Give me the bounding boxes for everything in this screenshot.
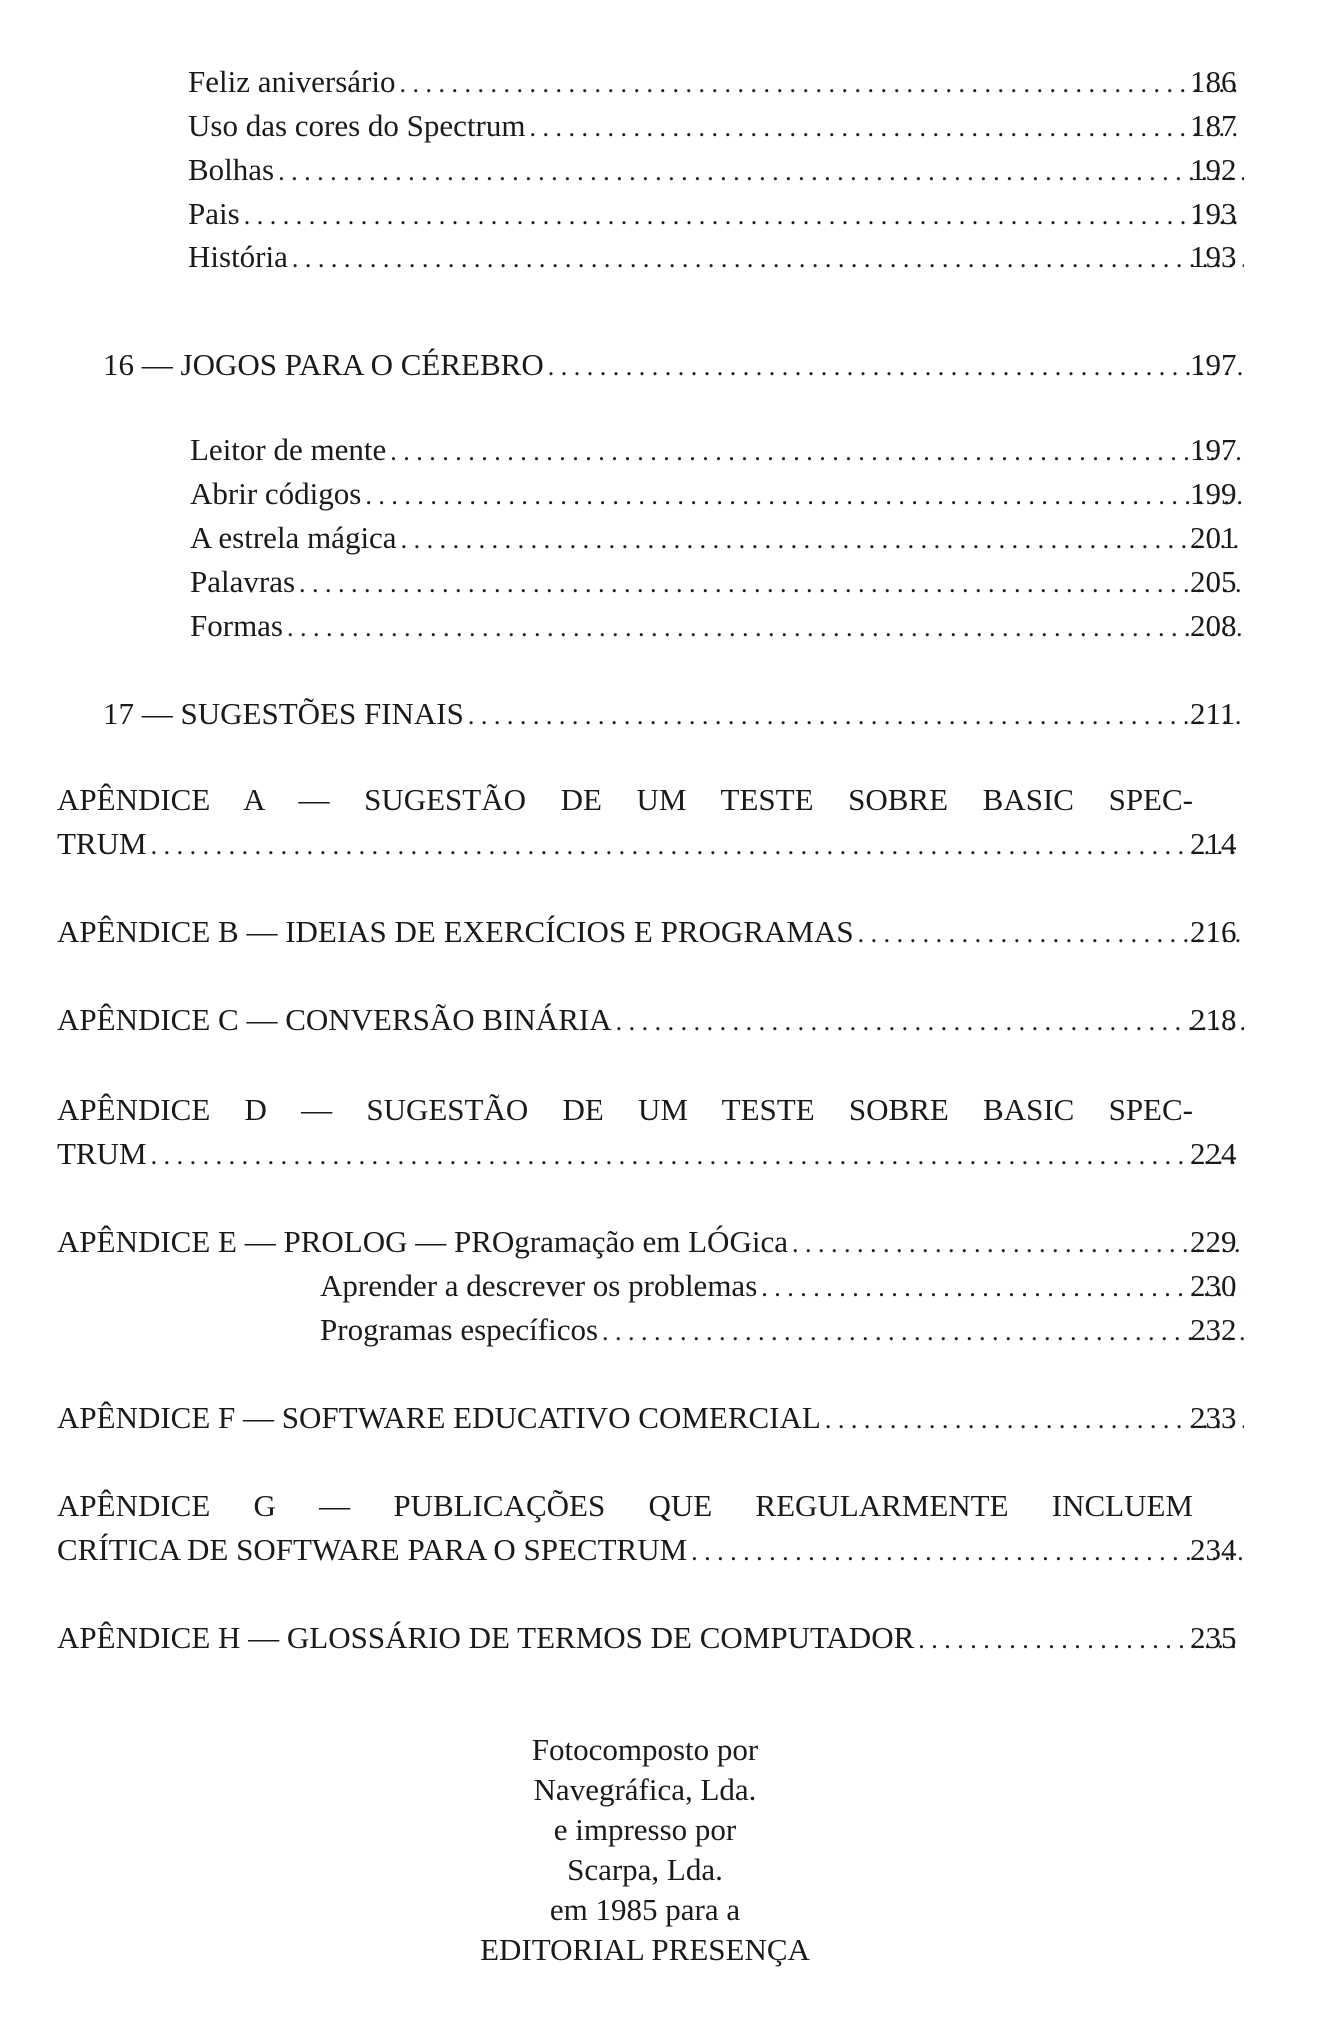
dot-leader xyxy=(825,1400,1244,1440)
toc-entry-page: 192 xyxy=(1190,152,1237,187)
dot-leader xyxy=(151,1136,1244,1176)
toc-appendix xyxy=(57,1618,1250,1660)
toc-chapter xyxy=(103,694,1250,736)
toc-entry-page: 230 xyxy=(1190,1268,1237,1303)
toc-entry xyxy=(320,1266,1250,1308)
toc-appendix-page: 235 xyxy=(1190,1620,1237,1655)
toc-chapter-title: 17 — SUGESTÕES FINAIS xyxy=(103,696,464,731)
toc-appendix-page: 224 xyxy=(1190,1136,1237,1171)
dot-leader xyxy=(399,64,1244,104)
dot-leader xyxy=(548,347,1244,387)
toc-appendix-title: APÊNDICE F — SOFTWARE EDUCATIVO COMERCIAL xyxy=(57,1400,821,1435)
toc-entry-page: 193 xyxy=(1190,196,1237,231)
toc-appendix xyxy=(57,1398,1250,1440)
toc-chapter xyxy=(103,345,1250,387)
dot-leader xyxy=(602,1312,1244,1352)
toc-entry-title: Abrir códigos xyxy=(190,476,362,511)
appendix-a-line1: APÊNDICE A — SUGESTÃO DE UM TESTE SOBRE BASIC SPEC- xyxy=(57,782,1193,817)
toc-appendix-title: CRÍTICA DE SOFTWARE PARA O SPECTRUM xyxy=(57,1532,688,1567)
toc-entry xyxy=(190,474,1250,516)
toc-appendix xyxy=(57,1134,1250,1176)
toc-appendix-title: APÊNDICE H — GLOSSÁRIO DE TERMOS DE COMPUTADOR xyxy=(57,1620,915,1655)
toc-appendix-title: APÊNDICE C — CONVERSÃO BINÁRIA xyxy=(57,1002,612,1037)
dot-leader xyxy=(858,914,1244,954)
dot-leader xyxy=(292,239,1244,279)
toc-entry-page: 232 xyxy=(1190,1312,1237,1347)
dot-leader xyxy=(691,1532,1244,1572)
toc-entry-page: 201 xyxy=(1190,520,1237,555)
toc-entry-page: 197 xyxy=(1190,432,1237,467)
toc-entry xyxy=(188,194,1250,236)
toc-entry xyxy=(190,562,1250,604)
colophon-line: em 1985 para a xyxy=(549,1892,741,1927)
toc-appendix xyxy=(57,824,1250,866)
appendix-g-line1: APÊNDICE G — PUBLICAÇÕES QUE REGULARMENTE INCLUEM xyxy=(57,1488,1193,1523)
toc-entry-title: Programas específicos xyxy=(320,1312,599,1347)
dot-leader xyxy=(468,696,1244,736)
toc-appendix xyxy=(57,912,1250,954)
toc-appendix-page: 218 xyxy=(1190,1002,1237,1037)
dot-leader xyxy=(792,1224,1244,1264)
toc-appendix-page: 229 xyxy=(1190,1224,1237,1259)
toc-entry-page: 208 xyxy=(1190,608,1237,643)
toc-entry-title: Pais xyxy=(188,196,240,231)
toc-entry-page: 186 xyxy=(1190,64,1237,99)
toc-entry-title: História xyxy=(188,239,288,274)
toc-entry-title: Leitor de mente xyxy=(190,432,387,467)
toc-chapter-page: 211 xyxy=(1190,696,1236,731)
toc-appendix-title: APÊNDICE E — PROLOG — PROgramação em LÓGica xyxy=(57,1224,788,1259)
dot-leader xyxy=(287,608,1244,648)
colophon-line: e impresso por xyxy=(553,1812,737,1847)
toc-appendix-page: 233 xyxy=(1190,1400,1237,1435)
toc-entry-title: A estrela mágica xyxy=(190,520,397,555)
toc-entry-title: Uso das cores do Spectrum xyxy=(188,108,526,143)
dot-leader xyxy=(401,520,1244,560)
toc-entry-title: Feliz aniversário xyxy=(188,64,396,99)
toc-entry xyxy=(188,150,1250,192)
toc-entry xyxy=(320,1310,1250,1352)
toc-entry-page: 187 xyxy=(1190,108,1237,143)
toc-entry-title: Palavras xyxy=(190,564,296,599)
toc-chapter-title: 16 — JOGOS PARA O CÉREBRO xyxy=(103,347,544,382)
toc-entry xyxy=(190,430,1250,472)
toc-appendix-title: APÊNDICE B — IDEIAS DE EXERCÍCIOS E PROGRAMAS xyxy=(57,914,854,949)
colophon xyxy=(380,1730,910,1970)
colophon-line: Scarpa, Lda. xyxy=(567,1852,723,1887)
toc-entry-page: 205 xyxy=(1190,564,1237,599)
dot-leader xyxy=(365,476,1244,516)
dot-leader xyxy=(299,564,1244,604)
dot-leader xyxy=(530,108,1245,148)
toc-appendix xyxy=(57,1222,1250,1264)
toc-entry xyxy=(190,606,1250,648)
toc-appendix-title: TRUM xyxy=(57,1136,147,1171)
dot-leader xyxy=(244,196,1244,236)
toc-entry-title: Formas xyxy=(190,608,283,643)
colophon-line: Fotocomposto por xyxy=(531,1732,759,1767)
toc-chapter-page: 197 xyxy=(1190,347,1237,382)
toc-entry xyxy=(190,518,1250,560)
toc-entry xyxy=(188,237,1250,279)
toc-appendix-page: 216 xyxy=(1190,914,1237,949)
dot-leader xyxy=(278,152,1244,192)
toc-appendix xyxy=(57,1530,1250,1572)
toc-appendix xyxy=(57,1000,1250,1042)
dot-leader xyxy=(390,432,1244,472)
toc-entry-title: Aprender a descrever os problemas xyxy=(320,1268,758,1303)
toc-entry-page: 193 xyxy=(1190,239,1237,274)
colophon-line: Navegráfica, Lda. xyxy=(533,1772,757,1807)
appendix-d-line1: APÊNDICE D — SUGESTÃO DE UM TESTE SOBRE BASIC SPEC- xyxy=(57,1092,1193,1127)
toc-entry-page: 199 xyxy=(1190,476,1237,511)
toc-entry xyxy=(188,62,1250,104)
colophon-line: EDITORIAL PRESENÇA xyxy=(480,1932,810,1967)
dot-leader xyxy=(761,1268,1244,1308)
toc-entry-title: Bolhas xyxy=(188,152,275,187)
dot-leader xyxy=(151,826,1244,866)
toc-appendix-page: 234 xyxy=(1190,1532,1237,1567)
toc-appendix-title: TRUM xyxy=(57,826,147,861)
dot-leader xyxy=(616,1002,1244,1042)
toc-appendix-page: 214 xyxy=(1190,826,1237,861)
toc-entry xyxy=(188,106,1250,148)
